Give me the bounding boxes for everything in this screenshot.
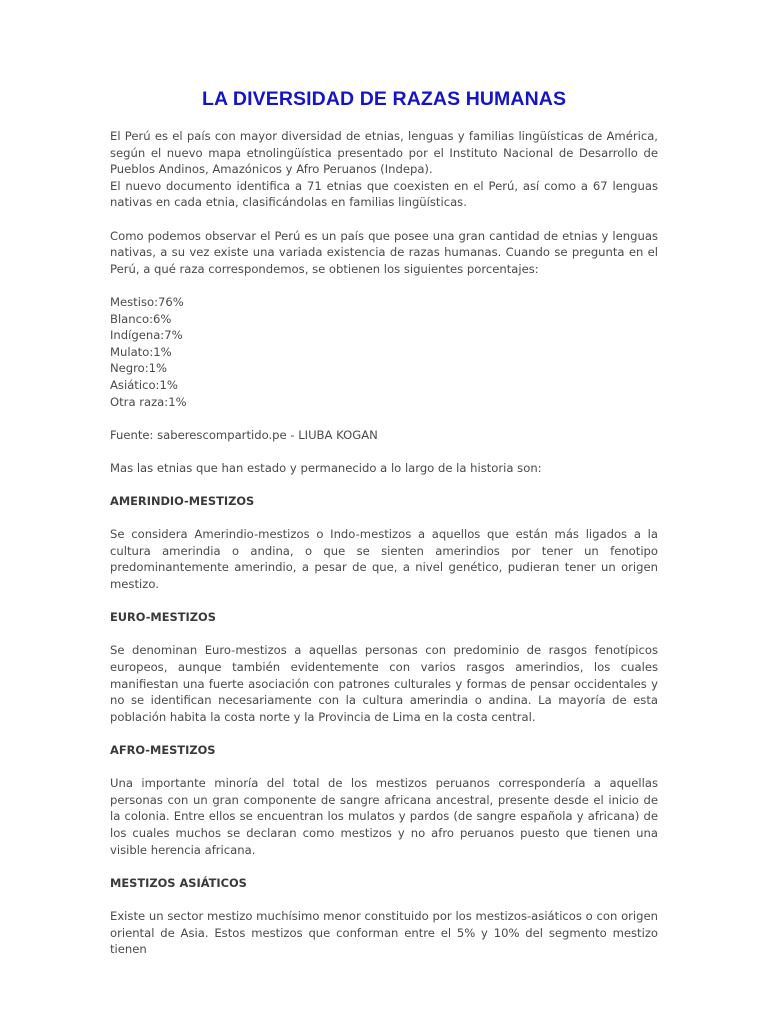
list-item: Otra raza:1% (110, 394, 187, 409)
section-text-afro: Una importante minoría del total de los mestizos peruanos correspondería a aquellas personas con un gran componente de sangre africana ancestral, presente desde el inicio de la colonia. Entre ellos se encuentran los mulatos y pardos (de sangre española y africana) de los cuales muchos se declaran como mestizos y no afro peruanos puesto que tienen una visible herencia africana. (110, 776, 658, 857)
transition-paragraph: Mas las etnias que han estado y permanecido a lo largo de la historia son: (110, 460, 542, 475)
list-item: Blanco:6% (110, 311, 172, 326)
section-heading-asiaticos: MESTIZOS ASIÁTICOS (110, 875, 247, 890)
section-heading-euro: EURO-MESTIZOS (110, 610, 216, 625)
section-text-asiaticos: Existe un sector mestizo muchísimo menor constituido por los mestizos-asiáticos o con origen oriental de Asia. Estos mestizos que conforman entre el 5% y 10% del segmento mestizo tienen (110, 908, 658, 957)
section-text-euro: Se denominan Euro-mestizos a aquellas personas con predominio de rasgos fenotípicos europeos, aunque también evidentemente con varios rasgos amerindios, los cuales manifiestan una fuerte asociación con patrones culturales y formas de pensar occidentales y no se identifican necesariamente con la cultura amerindia o andina. La mayoría de esta población habita la costa norte y la Provincia de Lima en la costa central. (110, 643, 658, 724)
list-item: Asiático:1% (110, 377, 178, 392)
section-heading-afro: AFRO-MESTIZOS (110, 742, 216, 757)
list-item: Mulato:1% (110, 344, 172, 359)
list-item: Indígena:7% (110, 328, 183, 343)
list-item: Mestiso:76% (110, 294, 184, 309)
list-item: Negro:1% (110, 361, 168, 376)
intro-paragraph-3: Como podemos observar el Perú es un país que posee una gran cantidad de etnias y lenguas nativas, a su vez existe una variada existencia de razas humanas. Cuando se pregunta en el Perú, a qué raza correspondemos, se obtienen los siguientes porcentajes: (110, 228, 658, 276)
intro-paragraph-2: El nuevo documento identifica a 71 etnias que coexisten en el Perú, así como a 67 lenguas nativas en cada etnia, clasificándolas en familias lingüísticas. (110, 178, 658, 210)
intro-paragraph-1: El Perú es el país con mayor diversidad de etnias, lenguas y familias lingüísticas de América, según el nuevo mapa etnolingüística presentado por el Instituto Nacional de Desarrollo de Pueblos Andinos, Amazónicos y Afro Peruanos (Indepa). (110, 129, 658, 177)
document-body (110, 128, 658, 958)
section-heading-amerindio: AMERINDIO-MESTIZOS (110, 494, 255, 509)
section-text-amerindio: Se considera Amerindio-mestizos o Indo-mestizos a aquellos que están más ligados a la cultura amerindia o andina, o que se sienten amerindios por tener un fenotipo predominantemente amerindio, a pesar de que, a nivel genético, pudieran tener un origen mestizo. (110, 527, 658, 592)
percentage-list (110, 294, 658, 410)
source-citation: Fuente: saberescompartido.pe - LIUBA KOGAN (110, 427, 378, 442)
page-title: LA DIVERSIDAD DE RAZAS HUMANAS (201, 88, 567, 110)
